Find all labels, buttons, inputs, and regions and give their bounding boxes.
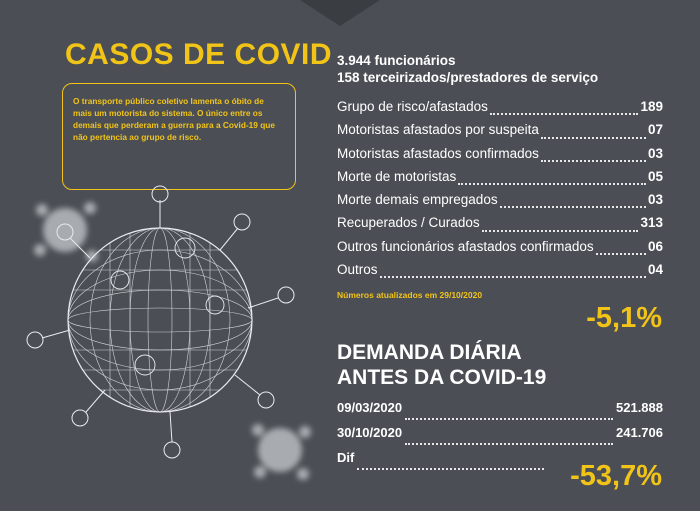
stat-row (337, 215, 663, 238)
demand-value: 241.706 (616, 425, 663, 440)
demand-title (337, 340, 546, 390)
coronavirus-wireframe-icon (20, 180, 320, 511)
stat-value: 07 (647, 122, 663, 138)
stat-value: 05 (647, 168, 663, 184)
dot-leader (482, 230, 639, 232)
percent-change-bottom: -53,7% (570, 460, 662, 492)
stat-value: 04 (647, 262, 663, 278)
stat-row (337, 262, 663, 285)
dot-leader (541, 160, 646, 162)
demand-title-line2: ANTES DA COVID-19 (337, 366, 547, 389)
stat-label: Motoristas afastados por suspeita (337, 122, 539, 138)
stat-label: Outros (337, 262, 378, 278)
dot-leader (405, 418, 613, 420)
update-note: Números atualizados em 29/10/2020 (337, 290, 483, 300)
demand-row (337, 400, 663, 425)
percent-change-top: -5,1% (586, 302, 662, 334)
dot-leader (490, 113, 639, 115)
notice-box (62, 83, 296, 190)
top-notch (300, 0, 380, 26)
demand-row (337, 425, 663, 450)
stat-row (337, 239, 663, 262)
stat-label: Grupo de risco/afastados (337, 99, 488, 114)
demand-value: 521.888 (616, 400, 663, 415)
stat-label: Morte de motoristas (337, 168, 457, 184)
dot-leader (541, 137, 646, 139)
stat-row (337, 192, 663, 215)
demand-dif-row (337, 450, 547, 475)
dot-leader (500, 206, 646, 208)
staff-summary (337, 52, 598, 86)
demand-date: 09/03/2020 (337, 400, 403, 415)
notice-text: O transporte público coletivo lamenta o óbito de mais um motorista do sistema. O único entre os demais que perderam a guerra para a Covid-19 que não pertencia ao grupo de risco. (73, 96, 275, 142)
stat-row (337, 146, 663, 169)
contractor-count: 158 terceirizados/prestadores de serviço (337, 70, 599, 85)
stat-label: Morte demais empregados (337, 192, 498, 208)
dot-leader (458, 183, 646, 185)
stat-value: 06 (647, 238, 663, 254)
stat-label: Motoristas afastados confirmados (337, 145, 539, 161)
staff-count: 3.944 funcionários (337, 53, 456, 68)
demand-date: 30/10/2020 (337, 425, 403, 440)
demand-title-line1: DEMANDA DIÁRIA (337, 341, 522, 364)
stat-label: Outros funcionários afastados confirmados (337, 238, 594, 254)
stat-value: 189 (640, 99, 663, 114)
stat-value: 313 (640, 215, 663, 231)
stat-value: 03 (647, 145, 663, 161)
stats-list (337, 99, 663, 285)
dot-leader (596, 253, 646, 255)
stat-row (337, 122, 663, 145)
dot-leader (357, 468, 544, 470)
stat-value: 03 (647, 192, 663, 208)
dot-leader (380, 276, 646, 278)
dif-label: Dif (337, 450, 355, 465)
stat-row (337, 169, 663, 192)
page-title: CASOS DE COVID (65, 38, 333, 71)
stat-label: Recuperados / Curados (337, 215, 480, 231)
dot-leader (405, 443, 613, 445)
stat-row (337, 99, 663, 122)
